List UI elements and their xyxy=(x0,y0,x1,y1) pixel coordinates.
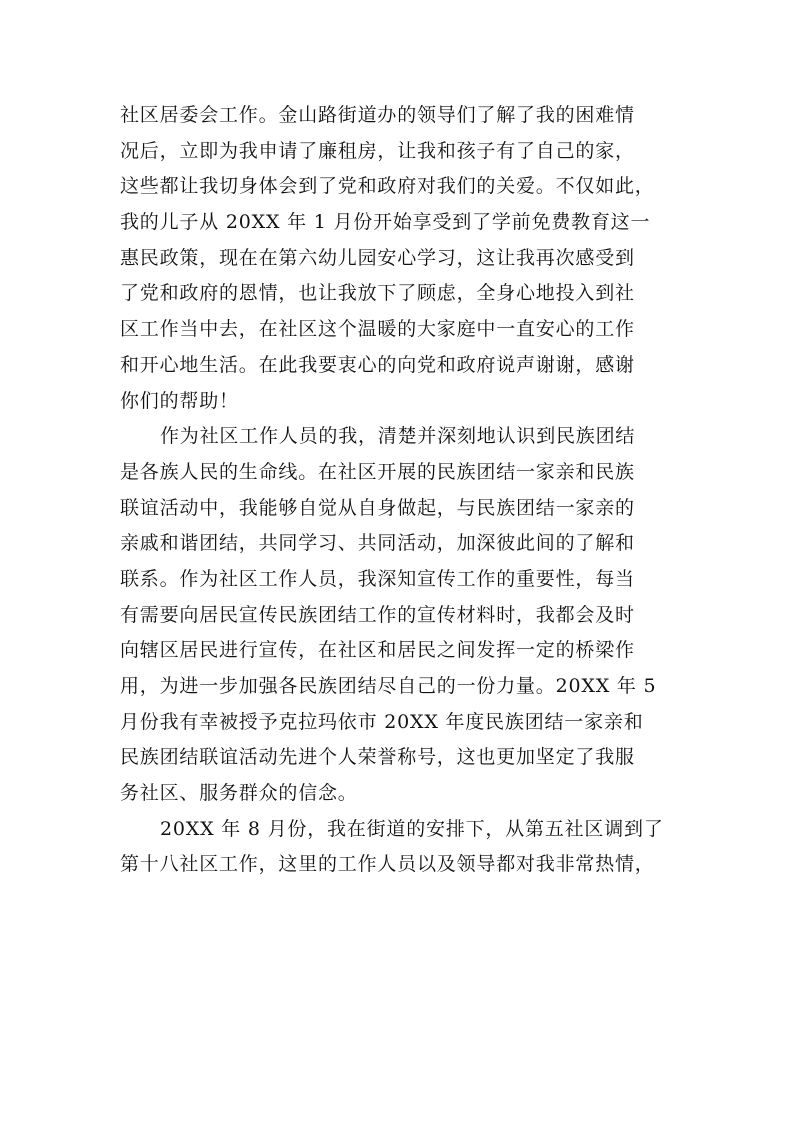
text-line: 联系。作为社区工作人员，我深知宣传工作的重要性，每当 xyxy=(120,567,635,590)
text-line: 社区居委会工作。金山路街道办的领导们了解了我的困难情 xyxy=(120,104,635,126)
text-line: 第十八社区工作，这里的工作人员以及领导都对我非常热情， xyxy=(120,853,655,876)
paragraph-first-line: 20XX 年 8 月份，我在街道的安排下，从第五社区调到了 xyxy=(160,817,664,840)
text-line: 月份我有幸被授予克拉玛依市 20XX 年度民族团结一家亲和 xyxy=(120,710,644,733)
text-line: 我的儿子从 20XX 年 1 月份开始享受到了学前免费教育这一 xyxy=(120,211,651,234)
text-line: 亲戚和谐团结，共同学习、共同活动，加深彼此间的了解和 xyxy=(120,532,635,555)
text-line: 况后，立即为我申请了廉租房，让我和孩子有了自己的家， xyxy=(120,139,635,162)
paragraph-first-line: 作为社区工作人员的我，清楚并深刻地认识到民族团结 xyxy=(160,425,636,448)
text-line: 惠民政策，现在在第六幼儿园安心学习，这让我再次感受到 xyxy=(120,246,635,269)
text-line: 用，为进一步加强各民族团结尽自己的一份力量。20XX 年 5 xyxy=(120,675,657,697)
text-line: 这些都让我切身体会到了党和政府对我们的关爱。不仅如此， xyxy=(120,175,655,198)
text-line: 和开心地生活。在此我要衷心的向党和政府说声谢谢，感谢 xyxy=(120,353,635,376)
text-line: 务社区、服务群众的信念。 xyxy=(120,782,358,805)
text-line: 是各族人民的生命线。在社区开展的民族团结一家亲和民族 xyxy=(120,460,635,483)
document-body xyxy=(120,98,680,883)
text-line: 你们的帮助！ xyxy=(120,389,239,412)
text-line: 向辖区居民进行宣传，在社区和居民之间发挥一定的桥梁作 xyxy=(120,639,635,662)
text-line: 民族团结联谊活动先进个人荣誉称号，这也更加坚定了我服 xyxy=(120,746,635,769)
text-line: 区工作当中去，在社区这个温暖的大家庭中一直安心的工作 xyxy=(120,318,635,341)
text-line: 联谊活动中，我能够自觉从自身做起，与民族团结一家亲的 xyxy=(120,496,635,519)
text-line: 有需要向居民宣传民族团结工作的宣传材料时，我都会及时 xyxy=(120,603,635,626)
text-line: 了党和政府的恩情，也让我放下了顾虑，全身心地投入到社 xyxy=(120,282,635,305)
